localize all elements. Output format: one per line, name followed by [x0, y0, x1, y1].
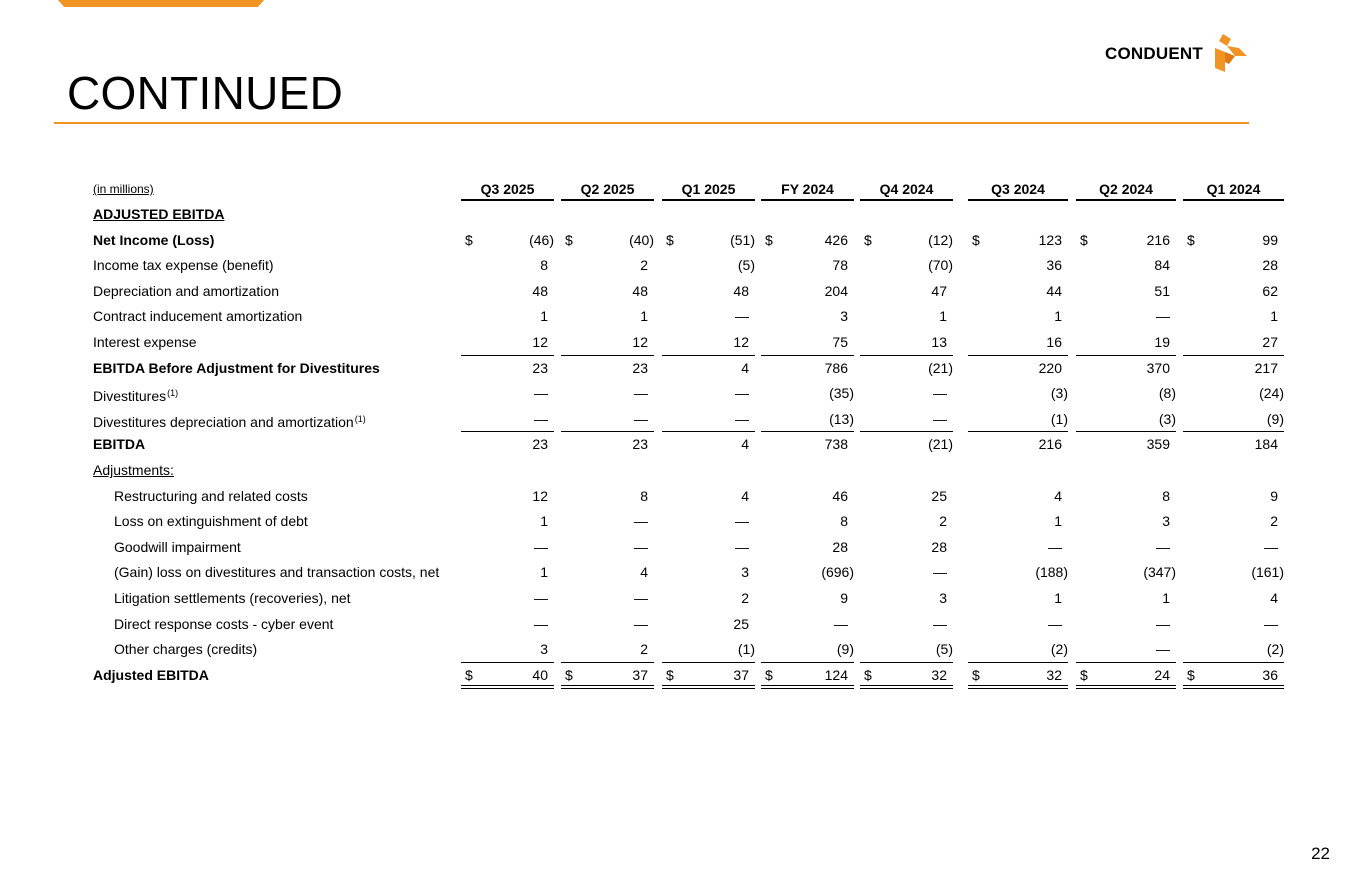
- dollar-sign: $: [972, 231, 980, 248]
- table-row: [93, 432, 1293, 457]
- table-cell: 370: [1146, 359, 1170, 376]
- table-row: [93, 509, 1293, 534]
- table-row: [93, 560, 1293, 585]
- column-header: Q3 2025: [480, 181, 535, 197]
- table-cell: 8: [1162, 487, 1170, 504]
- total-double-rule: [1183, 685, 1284, 689]
- table-cell: 9: [840, 590, 848, 606]
- column-header-underline: [461, 199, 554, 201]
- table-cell: (8): [1158, 385, 1176, 402]
- table-row: [93, 637, 1293, 662]
- table-cell: 24: [1154, 666, 1170, 683]
- table-cell: —: [534, 385, 548, 402]
- table-cell: —: [534, 615, 548, 632]
- table-cell: (9): [836, 641, 854, 658]
- row-label: Adjustments:: [93, 462, 174, 478]
- table-cell: 25: [733, 615, 749, 632]
- table-cell: 1: [1054, 513, 1062, 530]
- table-cell: 12: [532, 487, 548, 504]
- table-cell: 786: [824, 359, 848, 376]
- table-cell: (3): [1050, 385, 1068, 402]
- table-row: [93, 586, 1293, 611]
- table-row: [93, 381, 1293, 406]
- column-header-underline: [1076, 199, 1176, 201]
- row-label: ADJUSTED EBITDA: [93, 206, 225, 222]
- table-cell: 37: [733, 666, 749, 683]
- total-double-rule: [1076, 685, 1176, 689]
- table-row: [93, 356, 1293, 381]
- table-cell: (51): [730, 231, 755, 248]
- table-cell: (3): [1158, 410, 1176, 427]
- table-cell: —: [634, 590, 648, 606]
- column-header-underline: [1183, 199, 1284, 201]
- table-cell: 3: [741, 564, 749, 581]
- table-cell: (696): [821, 564, 854, 581]
- table-cell: 23: [532, 359, 548, 376]
- table-cell: —: [735, 513, 749, 530]
- total-double-rule: [662, 685, 755, 689]
- row-label: Restructuring and related costs: [114, 487, 308, 504]
- dollar-sign: $: [1080, 666, 1088, 683]
- row-label: Divestitures depreciation and amortization$^{(1)}$: [93, 413, 366, 430]
- column-header: Q1 2024: [1206, 181, 1261, 197]
- table-cell: 48: [632, 282, 648, 299]
- title-underline: [54, 122, 1249, 124]
- table-cell: 37: [632, 666, 648, 683]
- table-cell: 3: [540, 641, 548, 658]
- dollar-sign: $: [465, 666, 473, 683]
- table-cell: 4: [1270, 590, 1278, 606]
- table-cell: 1: [939, 308, 947, 325]
- table-cell: —: [1048, 615, 1062, 632]
- page-number: 22: [1311, 844, 1330, 863]
- table-cell: 36: [1046, 257, 1062, 274]
- top-accent-bar: [58, 0, 264, 7]
- table-cell: 1: [640, 308, 648, 325]
- row-label: (Gain) loss on divestitures and transaction costs, net: [114, 564, 440, 581]
- table-cell: (1): [1050, 410, 1068, 427]
- table-cell: 28: [1262, 257, 1278, 274]
- dollar-sign: $: [864, 666, 872, 683]
- table-cell: 1: [540, 564, 548, 581]
- table-cell: 124: [824, 666, 848, 683]
- column-header: Q4 2024: [879, 181, 934, 197]
- table-cell: 184: [1254, 436, 1278, 453]
- dollar-sign: $: [765, 231, 773, 248]
- table-cell: —: [534, 410, 548, 427]
- table-cell: —: [933, 410, 947, 427]
- table-row: [93, 407, 1293, 432]
- table-cell: —: [933, 615, 947, 632]
- table-cell: 2: [741, 590, 749, 606]
- conduent-mark-icon: [1209, 34, 1247, 74]
- table-cell: 3: [939, 590, 947, 606]
- dollar-sign: $: [1080, 231, 1088, 248]
- row-label: Adjusted EBITDA: [93, 666, 209, 683]
- table-row: [93, 458, 1293, 483]
- table-cell: 23: [532, 436, 548, 453]
- table-cell: (9): [1266, 410, 1284, 427]
- table-cell: 738: [824, 436, 848, 453]
- table-cell: 8: [640, 487, 648, 504]
- table-cell: —: [534, 590, 548, 606]
- table-cell: (24): [1259, 385, 1284, 402]
- table-cell: (347): [1143, 564, 1176, 581]
- table-cell: 217: [1254, 359, 1278, 376]
- table-cell: 23: [632, 359, 648, 376]
- row-label: Goodwill impairment: [114, 538, 241, 555]
- table-cell: 1: [540, 513, 548, 530]
- dollar-sign: $: [666, 666, 674, 683]
- table-cell: 28: [931, 538, 947, 555]
- row-label: EBITDA: [93, 436, 146, 453]
- table-cell: 99: [1262, 231, 1278, 248]
- table-row: [93, 612, 1293, 637]
- column-header-underline: [968, 199, 1068, 201]
- column-header: Q3 2024: [991, 181, 1045, 197]
- table-cell: 1: [1270, 308, 1278, 325]
- column-header-underline: [860, 199, 953, 201]
- row-label: Interest expense: [93, 334, 197, 350]
- total-double-rule: [561, 685, 654, 689]
- table-cell: 2: [640, 641, 648, 658]
- row-label: Net Income (Loss): [93, 231, 215, 248]
- dollar-sign: $: [1187, 231, 1195, 248]
- table-cell: 36: [1262, 666, 1278, 683]
- table-cell: 44: [1046, 282, 1062, 299]
- table-cell: 48: [532, 282, 548, 299]
- table-cell: —: [1048, 538, 1062, 555]
- table-cell: 25: [931, 487, 947, 504]
- row-label: Depreciation and amortization: [93, 282, 279, 299]
- table-cell: (13): [829, 410, 854, 427]
- row-label: Litigation settlements (recoveries), net: [114, 590, 351, 606]
- table-cell: (12): [928, 231, 953, 248]
- table-cell: 2: [640, 257, 648, 274]
- column-header-underline: [761, 199, 854, 201]
- column-header: FY 2024: [781, 181, 834, 197]
- dollar-sign: $: [864, 231, 872, 248]
- table-cell: 51: [1154, 282, 1170, 299]
- table-cell: 23: [632, 436, 648, 453]
- table-cell: 48: [733, 282, 749, 299]
- table-cell: —: [1264, 615, 1278, 632]
- table-cell: 4: [741, 359, 749, 376]
- table-cell: 220: [1038, 359, 1062, 376]
- table-cell: —: [735, 385, 749, 402]
- table-row: [93, 253, 1293, 278]
- table-cell: 19: [1154, 334, 1170, 350]
- table-cell: —: [634, 410, 648, 427]
- table-cell: (1): [737, 641, 755, 658]
- table-cell: 4: [640, 564, 648, 581]
- table-cell: 2: [1270, 513, 1278, 530]
- table-cell: 47: [931, 282, 947, 299]
- conduent-logo: [1105, 34, 1247, 74]
- total-double-rule: [761, 685, 854, 689]
- table-cell: 84: [1154, 257, 1170, 274]
- column-header: Q1 2025: [681, 181, 736, 197]
- table-cell: (35): [829, 385, 854, 402]
- table-cell: —: [1156, 308, 1170, 325]
- footnote-marker: (1): [167, 388, 179, 399]
- table-cell: 12: [532, 334, 548, 350]
- row-label: Income tax expense (benefit): [93, 257, 274, 274]
- table-cell: 46: [832, 487, 848, 504]
- table-cell: 4: [1054, 487, 1062, 504]
- table-cell: (21): [928, 436, 953, 453]
- table-cell: —: [735, 538, 749, 555]
- table-cell: 1: [1054, 590, 1062, 606]
- table-cell: (188): [1035, 564, 1068, 581]
- table-cell: —: [834, 615, 848, 632]
- table-cell: —: [1264, 538, 1278, 555]
- table-cell: —: [1156, 615, 1170, 632]
- total-double-rule: [860, 685, 953, 689]
- table-row: [93, 330, 1293, 355]
- table-cell: 13: [931, 334, 947, 350]
- table-cell: 78: [832, 257, 848, 274]
- column-header-underline: [662, 199, 755, 201]
- column-header: Q2 2024: [1099, 181, 1153, 197]
- table-row: [93, 304, 1293, 329]
- table-cell: —: [534, 538, 548, 555]
- table-cell: —: [933, 385, 947, 402]
- table-cell: (40): [629, 231, 654, 248]
- logo-wordmark: CONDUENT: [1105, 44, 1203, 63]
- dollar-sign: $: [565, 231, 573, 248]
- table-row: [93, 202, 1293, 227]
- table-cell: (21): [928, 359, 953, 376]
- table-cell: 426: [824, 231, 848, 248]
- table-row: [93, 535, 1293, 560]
- row-label: Divestitures$^{(1)}$: [93, 388, 179, 405]
- table-cell: 359: [1146, 436, 1170, 453]
- table-cell: —: [634, 385, 648, 402]
- table-cell: 204: [824, 282, 848, 299]
- table-cell: —: [1156, 641, 1170, 658]
- table-cell: (5): [935, 641, 953, 658]
- dollar-sign: $: [666, 231, 674, 248]
- row-label: Direct response costs - cyber event: [114, 615, 334, 632]
- dollar-sign: $: [765, 666, 773, 683]
- page-title: CONTINUED: [67, 67, 344, 119]
- footnote-marker: (1): [354, 413, 366, 424]
- table-cell: —: [933, 564, 947, 581]
- units-label: (in millions): [93, 182, 154, 196]
- row-label: Other charges (credits): [114, 641, 258, 658]
- table-cell: 16: [1046, 334, 1062, 350]
- table-cell: 216: [1038, 436, 1062, 453]
- table-cell: 12: [733, 334, 749, 350]
- dollar-sign: $: [565, 666, 573, 683]
- table-cell: 2: [939, 513, 947, 530]
- table-cell: 1: [1054, 308, 1062, 325]
- table-cell: 123: [1038, 231, 1062, 248]
- table-cell: —: [735, 410, 749, 427]
- table-row: [93, 279, 1293, 304]
- table-cell: 75: [832, 334, 848, 350]
- row-label: EBITDA Before Adjustment for Divestitures: [93, 359, 380, 376]
- table-cell: 32: [931, 666, 947, 683]
- table-cell: 8: [840, 513, 848, 530]
- total-double-rule: [461, 685, 554, 689]
- table-cell: 1: [540, 308, 548, 325]
- table-cell: (2): [1050, 641, 1068, 658]
- row-label: Loss on extinguishment of debt: [114, 513, 308, 530]
- table-cell: 1: [1162, 590, 1170, 606]
- table-cell: 4: [741, 487, 749, 504]
- table-cell: —: [634, 513, 648, 530]
- table-row: [93, 228, 1293, 253]
- dollar-sign: $: [465, 231, 473, 248]
- table-cell: (2): [1266, 641, 1284, 658]
- table-cell: 40: [532, 666, 548, 683]
- table-cell: 12: [632, 334, 648, 350]
- table-cell: 216: [1146, 231, 1170, 248]
- table-cell: 3: [840, 308, 848, 325]
- column-header-underline: [561, 199, 654, 201]
- total-double-rule: [968, 685, 1068, 689]
- table-cell: 62: [1262, 282, 1278, 299]
- table-cell: 4: [741, 436, 749, 453]
- table-cell: 28: [832, 538, 848, 555]
- table-cell: 32: [1046, 666, 1062, 683]
- row-label: Contract inducement amortization: [93, 308, 303, 325]
- table-cell: —: [634, 615, 648, 632]
- table-cell: —: [1156, 538, 1170, 555]
- table-cell: (46): [529, 231, 554, 248]
- table-row: [93, 484, 1293, 509]
- dollar-sign: $: [972, 666, 980, 683]
- table-cell: 9: [1270, 487, 1278, 504]
- table-cell: 8: [540, 257, 548, 274]
- table-cell: (161): [1251, 564, 1284, 581]
- table-cell: —: [634, 538, 648, 555]
- table-cell: (70): [928, 257, 953, 274]
- dollar-sign: $: [1187, 666, 1195, 683]
- table-cell: 3: [1162, 513, 1170, 530]
- table-cell: (5): [737, 257, 755, 274]
- table-cell: 27: [1262, 334, 1278, 350]
- column-header: Q2 2025: [580, 181, 635, 197]
- table-cell: —: [735, 308, 749, 325]
